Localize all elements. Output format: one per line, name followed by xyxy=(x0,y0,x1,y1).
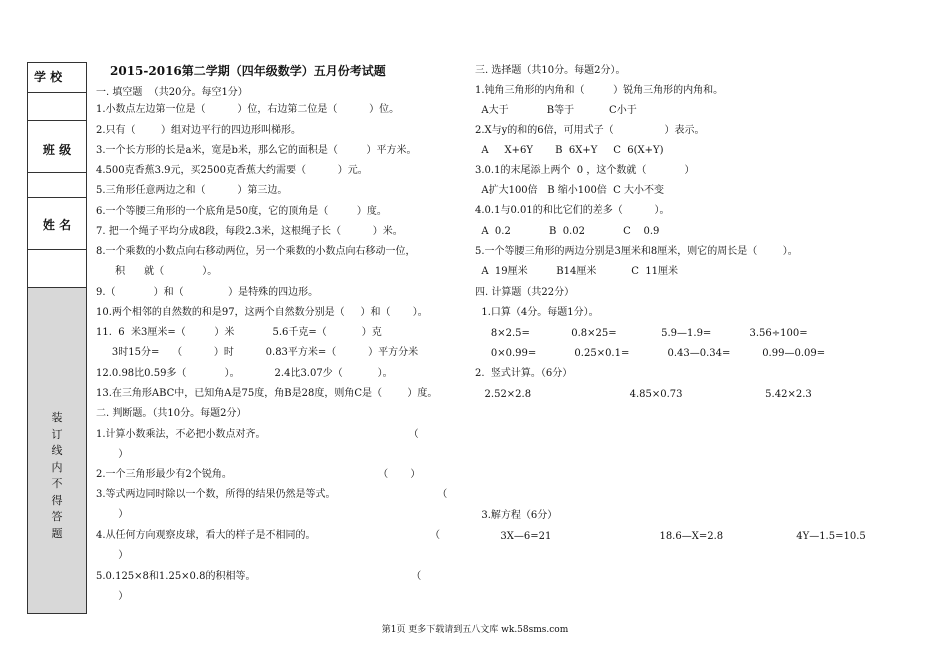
text-line: 2. 竖式计算。（6分） xyxy=(475,368,573,379)
text-line: 3.解方程（6分） xyxy=(475,510,558,521)
text-line: 5.三角形任意两边之和（ ）第三边。 xyxy=(96,185,288,196)
text-line: A扩大100倍 B 缩小100倍 C 大小不变 xyxy=(475,185,665,196)
text-line: 7. 把一个绳子平均分成8段，每段2.3米，这根绳子长（ ）米。 xyxy=(96,226,403,237)
class-label: 班 级 xyxy=(28,121,86,173)
school-field xyxy=(28,93,86,121)
binding-char: 线 xyxy=(51,444,63,457)
text-line: ） xyxy=(96,449,129,460)
binding-char: 答 xyxy=(51,510,63,523)
exam-title: 2015-2016第二学期（四年级数学）五月份考试题 xyxy=(110,64,386,78)
binding-char: 得 xyxy=(51,493,63,507)
text-line: 1.计算小数乘法，不必把小数点对齐。 （ xyxy=(96,429,419,440)
text-line: 3时15分= （ ）时 0.83平方米=（ ）平方分米 xyxy=(96,347,419,358)
text-line: 3X—6=21 18.6—X=2.8 4Y—1.5=10.5 xyxy=(475,531,866,542)
page-footer: 第1页 更多下载请到五八文库 wk.58sms.com xyxy=(381,625,569,635)
binding-char: 内 xyxy=(51,460,63,474)
text-line: 2.X与y的和的6倍，可用式子（ ）表示。 xyxy=(475,125,705,136)
text-line: 2.一个三角形最少有2个锐角。 （ ） xyxy=(96,469,421,480)
text-line: 6.一个等腰三角形的一个底角是50度，它的顶角是（ ）度。 xyxy=(96,206,387,217)
text-line: 2.只有（ ）组对边平行的四边形叫梯形。 xyxy=(96,125,301,136)
text-line: 3.等式两边同时除以一个数，所得的结果仍然是等式。 （ xyxy=(96,489,448,500)
text-line: 1.钝角三角形的内角和（ ）锐角三角形的内角和。 xyxy=(475,85,724,96)
text-line: A 0.2 B 0.02 C 0.9 xyxy=(475,226,660,237)
name-field xyxy=(28,250,86,288)
binding-char: 装 xyxy=(51,411,63,424)
binding-char: 题 xyxy=(51,526,63,540)
text-line: 4.从任何方向观察皮球，看大的样子是不相同的。 （ xyxy=(96,530,440,541)
text-line: 四. 计算题（共22分） xyxy=(475,287,575,298)
text-line: 1.口算（4分。每题1分）。 xyxy=(475,307,599,318)
text-line: ） xyxy=(96,550,129,561)
text-line: 5.0.125×8和1.25×0.8的积相等。 （ xyxy=(96,571,422,582)
text-line: 三. 选择题（共10分。每题2分）。 xyxy=(475,65,626,76)
binding-notice xyxy=(28,410,86,542)
text-line: 积 就（ ）。 xyxy=(96,266,218,277)
text-line: 5.一个等腰三角形的两边分别是3厘米和8厘米，则它的周长是（ ）。 xyxy=(475,246,798,257)
text-line: 0×0.99= 0.25×0.1= 0.43—0.34= 0.99—0.09= xyxy=(475,348,826,359)
text-line: 二. 判断题。（共10分。每题2分） xyxy=(96,408,247,419)
text-line: A大于 B等于 C小于 xyxy=(475,105,637,116)
class-field xyxy=(28,173,86,198)
binding-sidebar xyxy=(27,62,87,614)
name-label: 姓 名 xyxy=(28,198,86,250)
binding-char: 订 xyxy=(51,427,63,441)
text-line: 8.一个乘数的小数点向右移动两位，另一个乘数的小数点向右移动一位， xyxy=(96,246,416,257)
text-line: 11. 6 米3厘米=（ ）米 5.6千克=（ ）克 xyxy=(96,327,382,338)
text-line: 4.500克香蕉3.9元，买2500克香蕉大约需要（ ）元。 xyxy=(96,165,368,176)
binding-char: 不 xyxy=(51,477,63,490)
text-line: A 19厘米 B14厘米 C 11厘米 xyxy=(475,266,679,277)
text-line: 2.52×2.8 4.85×0.73 5.42×2.3 xyxy=(475,389,812,400)
text-line: 9.（ ）和（ ）是特殊的四边形。 xyxy=(96,287,319,298)
text-line: 3.一个长方形的长是a米，宽是b米，那么它的面积是（ ）平方米。 xyxy=(96,145,417,156)
text-line: ） xyxy=(96,509,129,520)
text-line: 13.在三角形ABC中，已知角A是75度，角B是28度，则角C是（ ）度。 xyxy=(96,388,438,399)
text-line: 1.小数点左边第一位是（ ）位，右边第二位是（ ）位。 xyxy=(96,104,400,115)
text-line: 一. 填空题 （共20分。每空1分） xyxy=(96,87,248,98)
text-line: 12.0.98比0.59多（ ）。 2.4比3.07少（ ）。 xyxy=(96,368,393,379)
school-label: 学 校 xyxy=(28,63,86,93)
binding-area xyxy=(28,288,86,613)
text-line: 3.0.1的末尾添上两个 0 ，这个数就（ ） xyxy=(475,165,695,176)
text-line: 10.两个相邻的自然数的和是97，这两个自然数分别是（ ）和（ ）。 xyxy=(96,307,428,318)
text-line: 8×2.5= 0.8×25= 5.9—1.9= 3.56÷100= xyxy=(475,328,808,339)
text-line: 4.0.1与0.01的和比它们的差多（ ）。 xyxy=(475,205,670,216)
text-line: A X+6Y B 6X+Y C 6(X+Y) xyxy=(475,145,664,156)
text-line: ） xyxy=(96,591,129,602)
